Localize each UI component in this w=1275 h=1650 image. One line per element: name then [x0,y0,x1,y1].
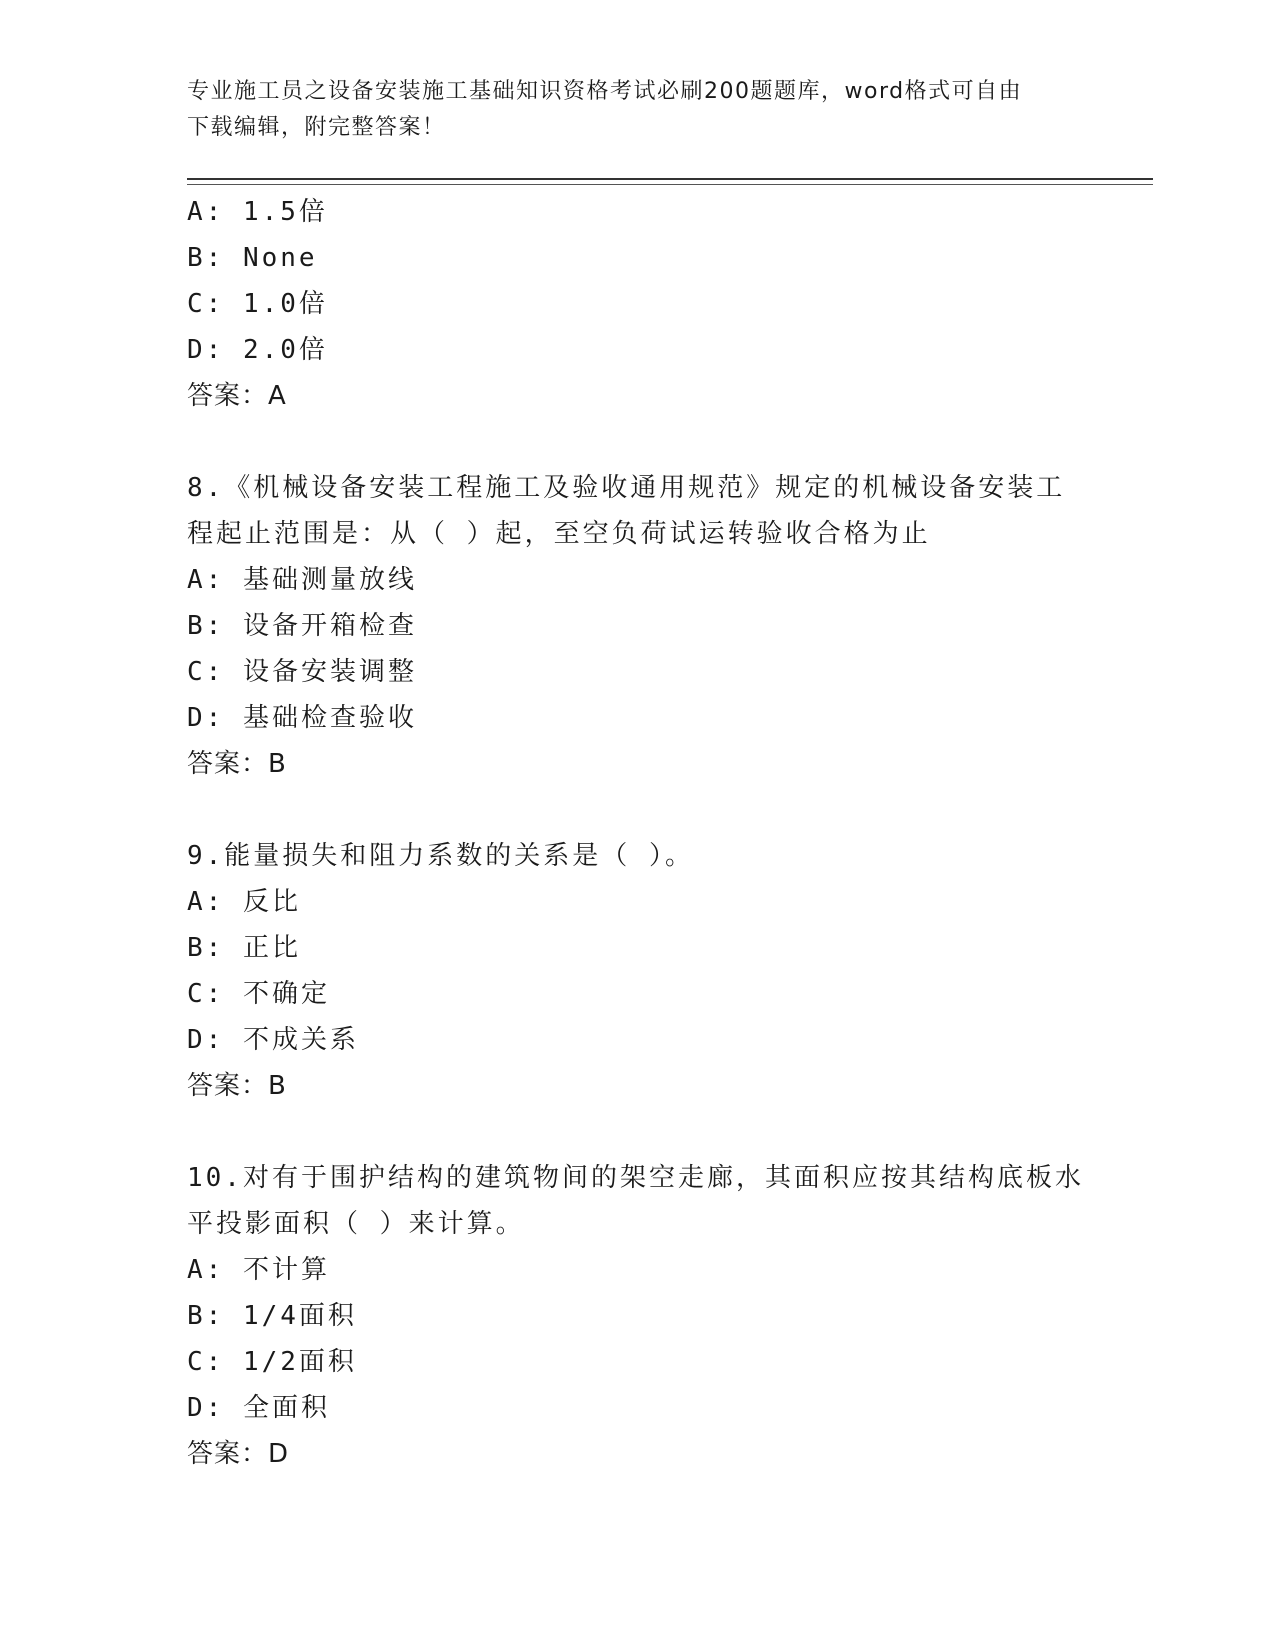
question-8-text-line-2: 程起止范围是：从（ ）起，至空负荷试运转验收合格为止 [187,519,931,549]
question-8-block [187,465,1087,787]
question-9-answer: 答案：B [187,1071,287,1101]
question-9-option-d: D: 不成关系 [187,1025,359,1055]
question-9-text-line-1: 9.能量损失和阻力系数的关系是（ ）。 [187,841,694,871]
question-10-option-c: C: 1/2面积 [187,1347,357,1377]
question-7-option-b: B: None [187,243,318,273]
question-10-option-d: D: 全面积 [187,1393,330,1423]
question-10-text-line-2: 平投影面积（ ）来计算。 [187,1209,525,1239]
question-10-option-a: A: 不计算 [187,1255,330,1285]
question-8-option-d: D: 基础检查验收 [187,703,417,733]
question-9-option-b: B: 正比 [187,933,301,963]
question-10-option-b: B: 1/4面积 [187,1301,357,1331]
question-10-text-line-1: 10.对有于围护结构的建筑物间的架空走廊，其面积应按其结构底板水 [187,1163,1084,1193]
question-7-option-d: D: 2.0倍 [187,335,328,365]
question-7-option-a: A: 1.5倍 [187,197,328,227]
question-7-answer: 答案：A [187,381,287,411]
question-8-option-b: B: 设备开箱检查 [187,611,417,641]
question-9-option-c: C: 不确定 [187,979,330,1009]
header-title-line-1: 专业施工员之设备安装施工基础知识资格考试必刷200题题库，word格式可自由 [187,79,1023,104]
question-7-option-c: C: 1.0倍 [187,289,328,319]
header-divider-thin [187,184,1153,185]
question-9-block [187,833,1087,1109]
document-header [187,74,1087,146]
question-10-block [187,1155,1087,1477]
header-divider-thick [187,178,1153,180]
question-9-option-a: A: 反比 [187,887,301,917]
question-8-option-a: A: 基础测量放线 [187,565,417,595]
question-10-answer: 答案：D [187,1439,290,1469]
question-content [187,189,1087,1477]
question-7-block [187,189,1087,419]
question-8-text-line-1: 8.《机械设备安装工程施工及验收通用规范》规定的机械设备安装工 [187,473,1066,503]
question-8-answer: 答案：B [187,749,287,779]
header-title-line-2: 下载编辑，附完整答案！ [187,115,446,140]
question-8-option-c: C: 设备安装调整 [187,657,417,687]
